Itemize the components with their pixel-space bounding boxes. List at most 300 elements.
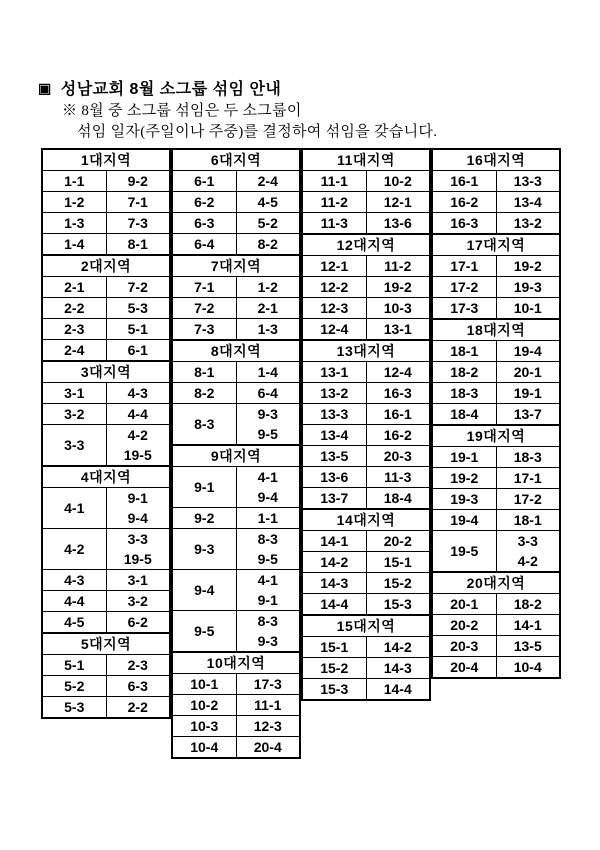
partner-cell: [236, 192, 300, 213]
group-cell: 17-2: [432, 277, 496, 298]
table-row: [42, 171, 170, 192]
partner-cell: [366, 552, 430, 573]
group-cell: 10-2: [172, 695, 236, 716]
partner-value: 11-3: [384, 469, 412, 485]
table-row: [42, 570, 170, 591]
region-header: 5대지역: [42, 633, 170, 655]
partner-cell: [496, 636, 560, 657]
partner-cell: [366, 488, 430, 510]
table-row: [42, 340, 170, 362]
region-header: 7대지역: [172, 255, 300, 277]
group-cell: 13-4: [302, 425, 366, 446]
table-row: [302, 362, 430, 383]
table-row: [42, 591, 170, 612]
partner-value: 9-5: [257, 551, 278, 567]
table-row: [302, 383, 430, 404]
group-cell: 3-1: [42, 383, 106, 404]
partner-value: 18-3: [513, 449, 542, 465]
table-row: [172, 611, 300, 653]
group-cell: 10-4: [172, 737, 236, 759]
table-row: [42, 488, 170, 529]
table-row: [172, 674, 300, 695]
partner-value: 15-3: [383, 596, 412, 612]
region-table: [171, 444, 301, 653]
region-header: 20대지역: [432, 572, 560, 594]
group-cell: 8-2: [172, 383, 236, 404]
partner-value: 10-3: [383, 300, 412, 316]
group-cell: 17-3: [432, 298, 496, 320]
group-cell: 14-2: [302, 552, 366, 573]
table-row: [172, 298, 300, 319]
table-row: [302, 552, 430, 573]
partner-cell: [366, 171, 430, 192]
region-header: 11대지역: [302, 149, 430, 171]
partner-cell: [106, 591, 170, 612]
group-cell: 19-2: [432, 468, 496, 489]
group-cell: 16-1: [432, 171, 496, 192]
partner-value: 19-1: [513, 385, 542, 401]
group-cell: 6-2: [172, 192, 236, 213]
table-row: [432, 213, 560, 235]
partner-cell: [496, 341, 560, 362]
table-row: [432, 489, 560, 510]
partner-cell: [236, 362, 300, 383]
partner-value: 19-2: [383, 279, 412, 295]
region-table: [41, 254, 171, 362]
partner-value: 9-1: [257, 592, 278, 608]
partner-cell: [106, 171, 170, 192]
partner-cell: [496, 404, 560, 426]
partner-cell: [496, 657, 560, 679]
region-header: 19대지역: [432, 425, 560, 447]
table-row: [302, 531, 430, 552]
group-cell: 5-2: [42, 676, 106, 697]
partner-cell: [106, 213, 170, 234]
partner-value: 17-2: [513, 491, 542, 507]
table-row: [432, 594, 560, 615]
group-cell: 19-4: [432, 510, 496, 531]
partner-value: 17-1: [513, 470, 542, 486]
group-cell: 13-7: [302, 488, 366, 510]
partner-value: 19-2: [513, 258, 542, 274]
group-cell: 1-1: [42, 171, 106, 192]
table-row: [432, 256, 560, 277]
table-row: [42, 655, 170, 676]
partner-cell: [366, 425, 430, 446]
partner-cell: [496, 192, 560, 213]
partner-value: 2-4: [257, 173, 278, 189]
partner-value: 4-2: [127, 427, 148, 443]
table-row: [172, 192, 300, 213]
partner-cell: [106, 340, 170, 362]
partner-cell: [236, 234, 300, 256]
region-header: 15대지역: [302, 615, 430, 637]
region-table: [41, 632, 171, 719]
table-row: [42, 319, 170, 340]
group-cell: 4-5: [42, 612, 106, 634]
table-row: [432, 447, 560, 468]
group-cell: 14-4: [302, 594, 366, 616]
group-cell: 11-2: [302, 192, 366, 213]
partner-cell: [236, 277, 300, 298]
region-header: 8대지역: [172, 340, 300, 362]
partner-value: 16-2: [383, 427, 412, 443]
partner-value: 18-4: [383, 490, 412, 506]
partner-value: 10-1: [513, 300, 542, 316]
group-cell: 16-3: [432, 213, 496, 235]
region-table: [171, 148, 301, 256]
partner-cell: [236, 213, 300, 234]
group-cell: 13-3: [302, 404, 366, 425]
partner-value: 6-4: [257, 385, 278, 401]
partner-value: 14-3: [383, 660, 412, 676]
group-cell: 3-2: [42, 404, 106, 425]
group-cell: 3-3: [42, 425, 106, 467]
table-row: [432, 615, 560, 636]
partner-value: 13-4: [513, 194, 542, 210]
document-title-row: [38, 76, 281, 99]
table-row: [432, 192, 560, 213]
table-column-1: [41, 148, 171, 719]
partner-cell: [366, 298, 430, 319]
partner-cell: [496, 256, 560, 277]
table-row: [172, 508, 300, 529]
partner-value: 3-3: [127, 531, 148, 547]
group-cell: 7-3: [172, 319, 236, 341]
group-cell: 15-3: [302, 679, 366, 701]
table-row: [432, 636, 560, 657]
group-cell: 2-2: [42, 298, 106, 319]
table-row: [172, 213, 300, 234]
partner-value: 5-1: [127, 321, 148, 337]
partner-value: 8-3: [257, 531, 278, 547]
group-cell: 19-5: [432, 531, 496, 573]
partner-cell: [366, 383, 430, 404]
partner-cell: [366, 192, 430, 213]
group-cell: 18-1: [432, 341, 496, 362]
partner-cell: [106, 676, 170, 697]
note-line-1: ※ 8월 중 소그룹 섞임은 두 소그룹이: [62, 103, 302, 119]
partner-cell: [106, 570, 170, 591]
region-header: 13대지역: [302, 340, 430, 362]
region-table: [431, 233, 561, 320]
partner-cell: [496, 531, 560, 573]
partner-value: 10-4: [513, 659, 542, 675]
group-cell: 5-3: [42, 697, 106, 719]
region-table: [41, 360, 171, 467]
partner-value: 7-3: [127, 215, 148, 231]
group-cell: 9-1: [172, 467, 236, 508]
partner-value: 2-2: [127, 699, 148, 715]
table-row: [42, 404, 170, 425]
table-row: [432, 404, 560, 426]
table-row: [172, 529, 300, 570]
group-cell: 12-2: [302, 277, 366, 298]
partner-cell: [496, 510, 560, 531]
partner-value: 13-3: [513, 173, 542, 189]
table-row: [302, 446, 430, 467]
partner-cell: [366, 277, 430, 298]
partner-value: 13-1: [383, 321, 412, 337]
group-cell: 12-1: [302, 256, 366, 277]
table-row: [302, 425, 430, 446]
partner-cell: [236, 611, 300, 653]
group-cell: 9-2: [172, 508, 236, 529]
partner-value: 6-3: [127, 678, 148, 694]
partner-cell: [496, 594, 560, 615]
partner-value: 14-1: [513, 617, 542, 633]
table-row: [432, 531, 560, 573]
partner-cell: [366, 531, 430, 552]
group-cell: 6-4: [172, 234, 236, 256]
partner-cell: [366, 573, 430, 594]
partner-cell: [106, 697, 170, 719]
table-row: [432, 298, 560, 320]
partner-cell: [236, 674, 300, 695]
partner-value: 9-3: [257, 406, 278, 422]
partner-value: 9-5: [257, 426, 278, 442]
partner-cell: [366, 658, 430, 679]
group-cell: 2-3: [42, 319, 106, 340]
partner-value: 13-7: [513, 406, 542, 422]
table-row: [42, 234, 170, 256]
partner-value: 7-2: [127, 279, 148, 295]
table-row: [42, 192, 170, 213]
group-cell: 12-3: [302, 298, 366, 319]
partner-cell: [496, 213, 560, 235]
table-row: [172, 404, 300, 446]
partner-value: 13-5: [513, 638, 542, 654]
partner-value: 5-3: [127, 300, 148, 316]
group-cell: 5-1: [42, 655, 106, 676]
group-cell: 18-3: [432, 383, 496, 404]
table-row: [172, 570, 300, 611]
region-table: [41, 148, 171, 256]
group-cell: 15-1: [302, 637, 366, 658]
partner-cell: [106, 425, 170, 467]
partner-cell: [366, 213, 430, 235]
partner-value: 11-2: [384, 258, 412, 274]
group-cell: 1-3: [42, 213, 106, 234]
table-row: [302, 594, 430, 616]
partner-value: 20-2: [383, 533, 412, 549]
partner-cell: [496, 489, 560, 510]
region-table: [41, 465, 171, 634]
partner-value: 13-2: [513, 215, 542, 231]
group-cell: 13-2: [302, 383, 366, 404]
group-cell: 17-1: [432, 256, 496, 277]
partner-cell: [366, 319, 430, 341]
partner-value: 19-5: [123, 447, 152, 463]
partner-value: 17-3: [253, 676, 282, 692]
table-row: [42, 298, 170, 319]
group-cell: 20-2: [432, 615, 496, 636]
partner-cell: [366, 362, 430, 383]
partner-value: 6-2: [127, 614, 148, 630]
region-table: [431, 318, 561, 426]
partner-value: 15-1: [383, 554, 412, 570]
region-header: 18대지역: [432, 319, 560, 341]
group-cell: 2-4: [42, 340, 106, 362]
partner-value: 8-1: [127, 236, 148, 252]
partner-value: 19-5: [123, 551, 152, 567]
group-cell: 20-4: [432, 657, 496, 679]
partner-value: 19-3: [513, 279, 542, 295]
partner-value: 12-4: [383, 364, 412, 380]
group-cell: 10-1: [172, 674, 236, 695]
table-row: [172, 737, 300, 759]
partner-value: 4-5: [257, 194, 278, 210]
region-table: [431, 148, 561, 235]
table-row: [302, 404, 430, 425]
partner-value: 20-4: [253, 739, 282, 755]
group-cell: 8-1: [172, 362, 236, 383]
partner-value: 1-4: [257, 364, 278, 380]
partner-cell: [106, 298, 170, 319]
partner-value: 16-1: [383, 406, 412, 422]
partner-cell: [106, 404, 170, 425]
partner-cell: [236, 171, 300, 192]
group-cell: 8-3: [172, 404, 236, 446]
group-cell: 13-6: [302, 467, 366, 488]
table-row: [42, 612, 170, 634]
partner-value: 4-1: [257, 469, 278, 485]
group-cell: 12-4: [302, 319, 366, 341]
region-header: 12대지역: [302, 234, 430, 256]
group-cell: 13-5: [302, 446, 366, 467]
partner-value: 20-3: [383, 448, 412, 464]
table-row: [172, 695, 300, 716]
partner-cell: [106, 383, 170, 404]
partner-value: 4-2: [517, 553, 538, 569]
partner-cell: [496, 447, 560, 468]
partner-value: 4-1: [257, 572, 278, 588]
region-table: [431, 571, 561, 679]
table-row: [302, 573, 430, 594]
partner-cell: [106, 277, 170, 298]
partner-cell: [106, 655, 170, 676]
table-row: [302, 658, 430, 679]
partner-value: 8-3: [257, 613, 278, 629]
table-row: [432, 510, 560, 531]
partner-value: 20-1: [513, 364, 542, 380]
partner-cell: [496, 615, 560, 636]
partner-cell: [496, 298, 560, 320]
partner-value: 1-1: [257, 510, 278, 526]
partner-cell: [106, 234, 170, 256]
partner-cell: [366, 594, 430, 616]
partner-cell: [236, 383, 300, 404]
partner-cell: [236, 695, 300, 716]
partner-value: 9-3: [257, 633, 278, 649]
group-cell: 20-3: [432, 636, 496, 657]
partner-value: 1-2: [257, 279, 278, 295]
group-cell: 1-2: [42, 192, 106, 213]
partner-cell: [366, 679, 430, 701]
partner-value: 2-3: [127, 657, 148, 673]
region-table: [171, 339, 301, 446]
group-cell: 11-3: [302, 213, 366, 235]
group-cell: 19-1: [432, 447, 496, 468]
region-table: [301, 339, 431, 510]
partner-cell: [496, 362, 560, 383]
partner-cell: [236, 716, 300, 737]
group-cell: 6-1: [172, 171, 236, 192]
partner-cell: [496, 277, 560, 298]
table-row: [172, 383, 300, 404]
pairing-tables: [41, 148, 561, 759]
table-column-4: [431, 148, 561, 679]
group-cell: 2-1: [42, 277, 106, 298]
table-row: [302, 256, 430, 277]
partner-cell: [106, 319, 170, 340]
region-header: 14대지역: [302, 509, 430, 531]
group-cell: 10-3: [172, 716, 236, 737]
partner-value: 4-3: [127, 385, 148, 401]
table-row: [42, 213, 170, 234]
table-row: [172, 716, 300, 737]
partner-value: 3-2: [127, 593, 148, 609]
group-cell: 4-3: [42, 570, 106, 591]
table-row: [302, 192, 430, 213]
group-cell: 7-2: [172, 298, 236, 319]
partner-cell: [106, 529, 170, 570]
partner-cell: [236, 404, 300, 446]
partner-cell: [366, 256, 430, 277]
partner-value: 3-3: [517, 533, 538, 549]
table-row: [172, 362, 300, 383]
region-header: 9대지역: [172, 445, 300, 467]
square-bullet-icon: ▣: [38, 80, 52, 96]
partner-value: 12-3: [253, 718, 282, 734]
partner-value: 10-2: [383, 173, 412, 189]
partner-cell: [236, 570, 300, 611]
partner-cell: [236, 467, 300, 508]
partner-value: 5-2: [257, 215, 278, 231]
table-row: [432, 362, 560, 383]
group-cell: 7-1: [172, 277, 236, 298]
partner-value: 19-4: [513, 343, 542, 359]
partner-cell: [366, 446, 430, 467]
partner-value: 13-6: [383, 215, 412, 231]
partner-cell: [366, 467, 430, 488]
partner-cell: [106, 612, 170, 634]
partner-cell: [236, 529, 300, 570]
partner-cell: [496, 468, 560, 489]
partner-value: 18-2: [513, 596, 542, 612]
group-cell: 9-5: [172, 611, 236, 653]
region-header: 1대지역: [42, 149, 170, 171]
partner-cell: [236, 737, 300, 759]
group-cell: 9-4: [172, 570, 236, 611]
partner-value: 9-1: [127, 490, 148, 506]
region-header: 16대지역: [432, 149, 560, 171]
partner-value: 16-3: [383, 385, 412, 401]
table-row: [172, 467, 300, 508]
group-cell: 11-1: [302, 171, 366, 192]
note-line-2: 섞임 일자(주일이나 주중)를 결정하여 섞임을 갖습니다.: [77, 124, 438, 140]
group-cell: 1-4: [42, 234, 106, 256]
region-table: [171, 254, 301, 341]
table-row: [302, 171, 430, 192]
region-header: 6대지역: [172, 149, 300, 171]
partner-value: 12-1: [383, 194, 412, 210]
table-row: [302, 213, 430, 235]
partner-value: 3-1: [127, 572, 148, 588]
table-row: [42, 697, 170, 719]
table-row: [172, 234, 300, 256]
partner-cell: [106, 192, 170, 213]
